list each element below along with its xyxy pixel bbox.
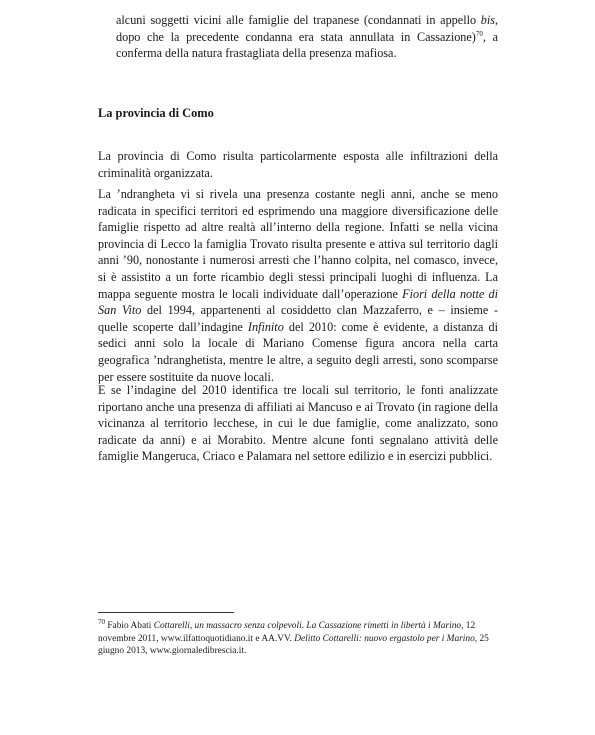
text-run: , a [482,29,498,44]
continuation-line [116,29,498,46]
text-run: del 1994, appartenenti al cosiddetto clan Mazzaferro, e – insieme - quelle scoperte dall’indagine [98,303,499,334]
text-run: dopo che la precedente condanna era stata annullata in Cassazione) [116,29,476,44]
text-run[interactable]: , 25 giugno 2013, www.giornaledibrescia.it. [98,633,489,657]
text-run: La ’ndrangheta vi si rivela una presenza costante negli anni, anche se meno radicata in specifici territori ed esprimendo una maggiore diversificazione delle famiglie rispetto ad altre realtà all’interno della regione. Infatti se nella vicina provincia di Lecco la famiglia Trovato risulta presente e attiva sul territorio dagli anni ’90, nonostante i numerosi arresti che l’hanno colpita, nel comasco, invece, si è assistito a un forte ricambio degli stessi principali luoghi di influenza. La mappa seguente mostra le locali individuate dall’operazione [98,187,498,301]
continuation-line: conferma della natura frastagliata della presenza mafiosa. [116,46,397,61]
text-run: del 2010: come è evidente, a distanza di sedici anni solo la locale di Mariano Comense figura ancora nella carta geografica ’ndranghetista, mentre le altre, a seguito degli arresti, sono scomparse per essere sostituite da nuove locali. [98,319,498,384]
footnote-ref[interactable]: 70 [475,29,483,38]
text-run: , [494,13,498,27]
text-run[interactable]: , 12 novembre 2011, www.ilfattoquotidiano.it e AA.VV. [98,621,476,644]
continuation-line [116,12,498,29]
text-run: alcuni soggetti vicini alle famiglie del trapanese (condannati in appello [116,13,481,27]
continuation-paragraph [116,12,498,62]
italic-run: bis [480,13,495,27]
article-title: Delitto Cottarelli: nuovo ergastolo per i Marino [294,633,475,644]
footnote [98,617,498,658]
paragraph-ndrangheta [98,186,498,385]
investigation-name: Infinito [247,319,284,334]
text-run: Fabio Abati [105,621,154,631]
section-heading: La provincia di Como [98,106,214,120]
footnote-divider [98,612,234,613]
article-title: Cottarelli, un massacro senza colpevoli. La Cassazione rimetti in libertà i Marino [153,621,462,631]
operation-name: Fiori della notte di San Vito [98,286,498,318]
footnote-number: 70 [98,617,105,626]
paragraph-intro: La provincia di Como risulta particolarmente esposta alle infiltrazioni della criminalità organizzata. [98,149,498,180]
paragraph-indagine: E se l’indagine del 2010 identifica tre locali sul territorio, le fonti analizzate riportano anche una presenza di affiliati ai Mancuso e ai Trovato (in ragione della vicinanza al territorio lecchese, in cui le due famiglie, come analizzato, sono radicate da anni) e ai Morabito. Mentre alcune fonti segnalano attività delle famiglie Mangeruca, Criaco e Palamara nel settore edilizio e in esercizi pubblici. [98,383,498,464]
